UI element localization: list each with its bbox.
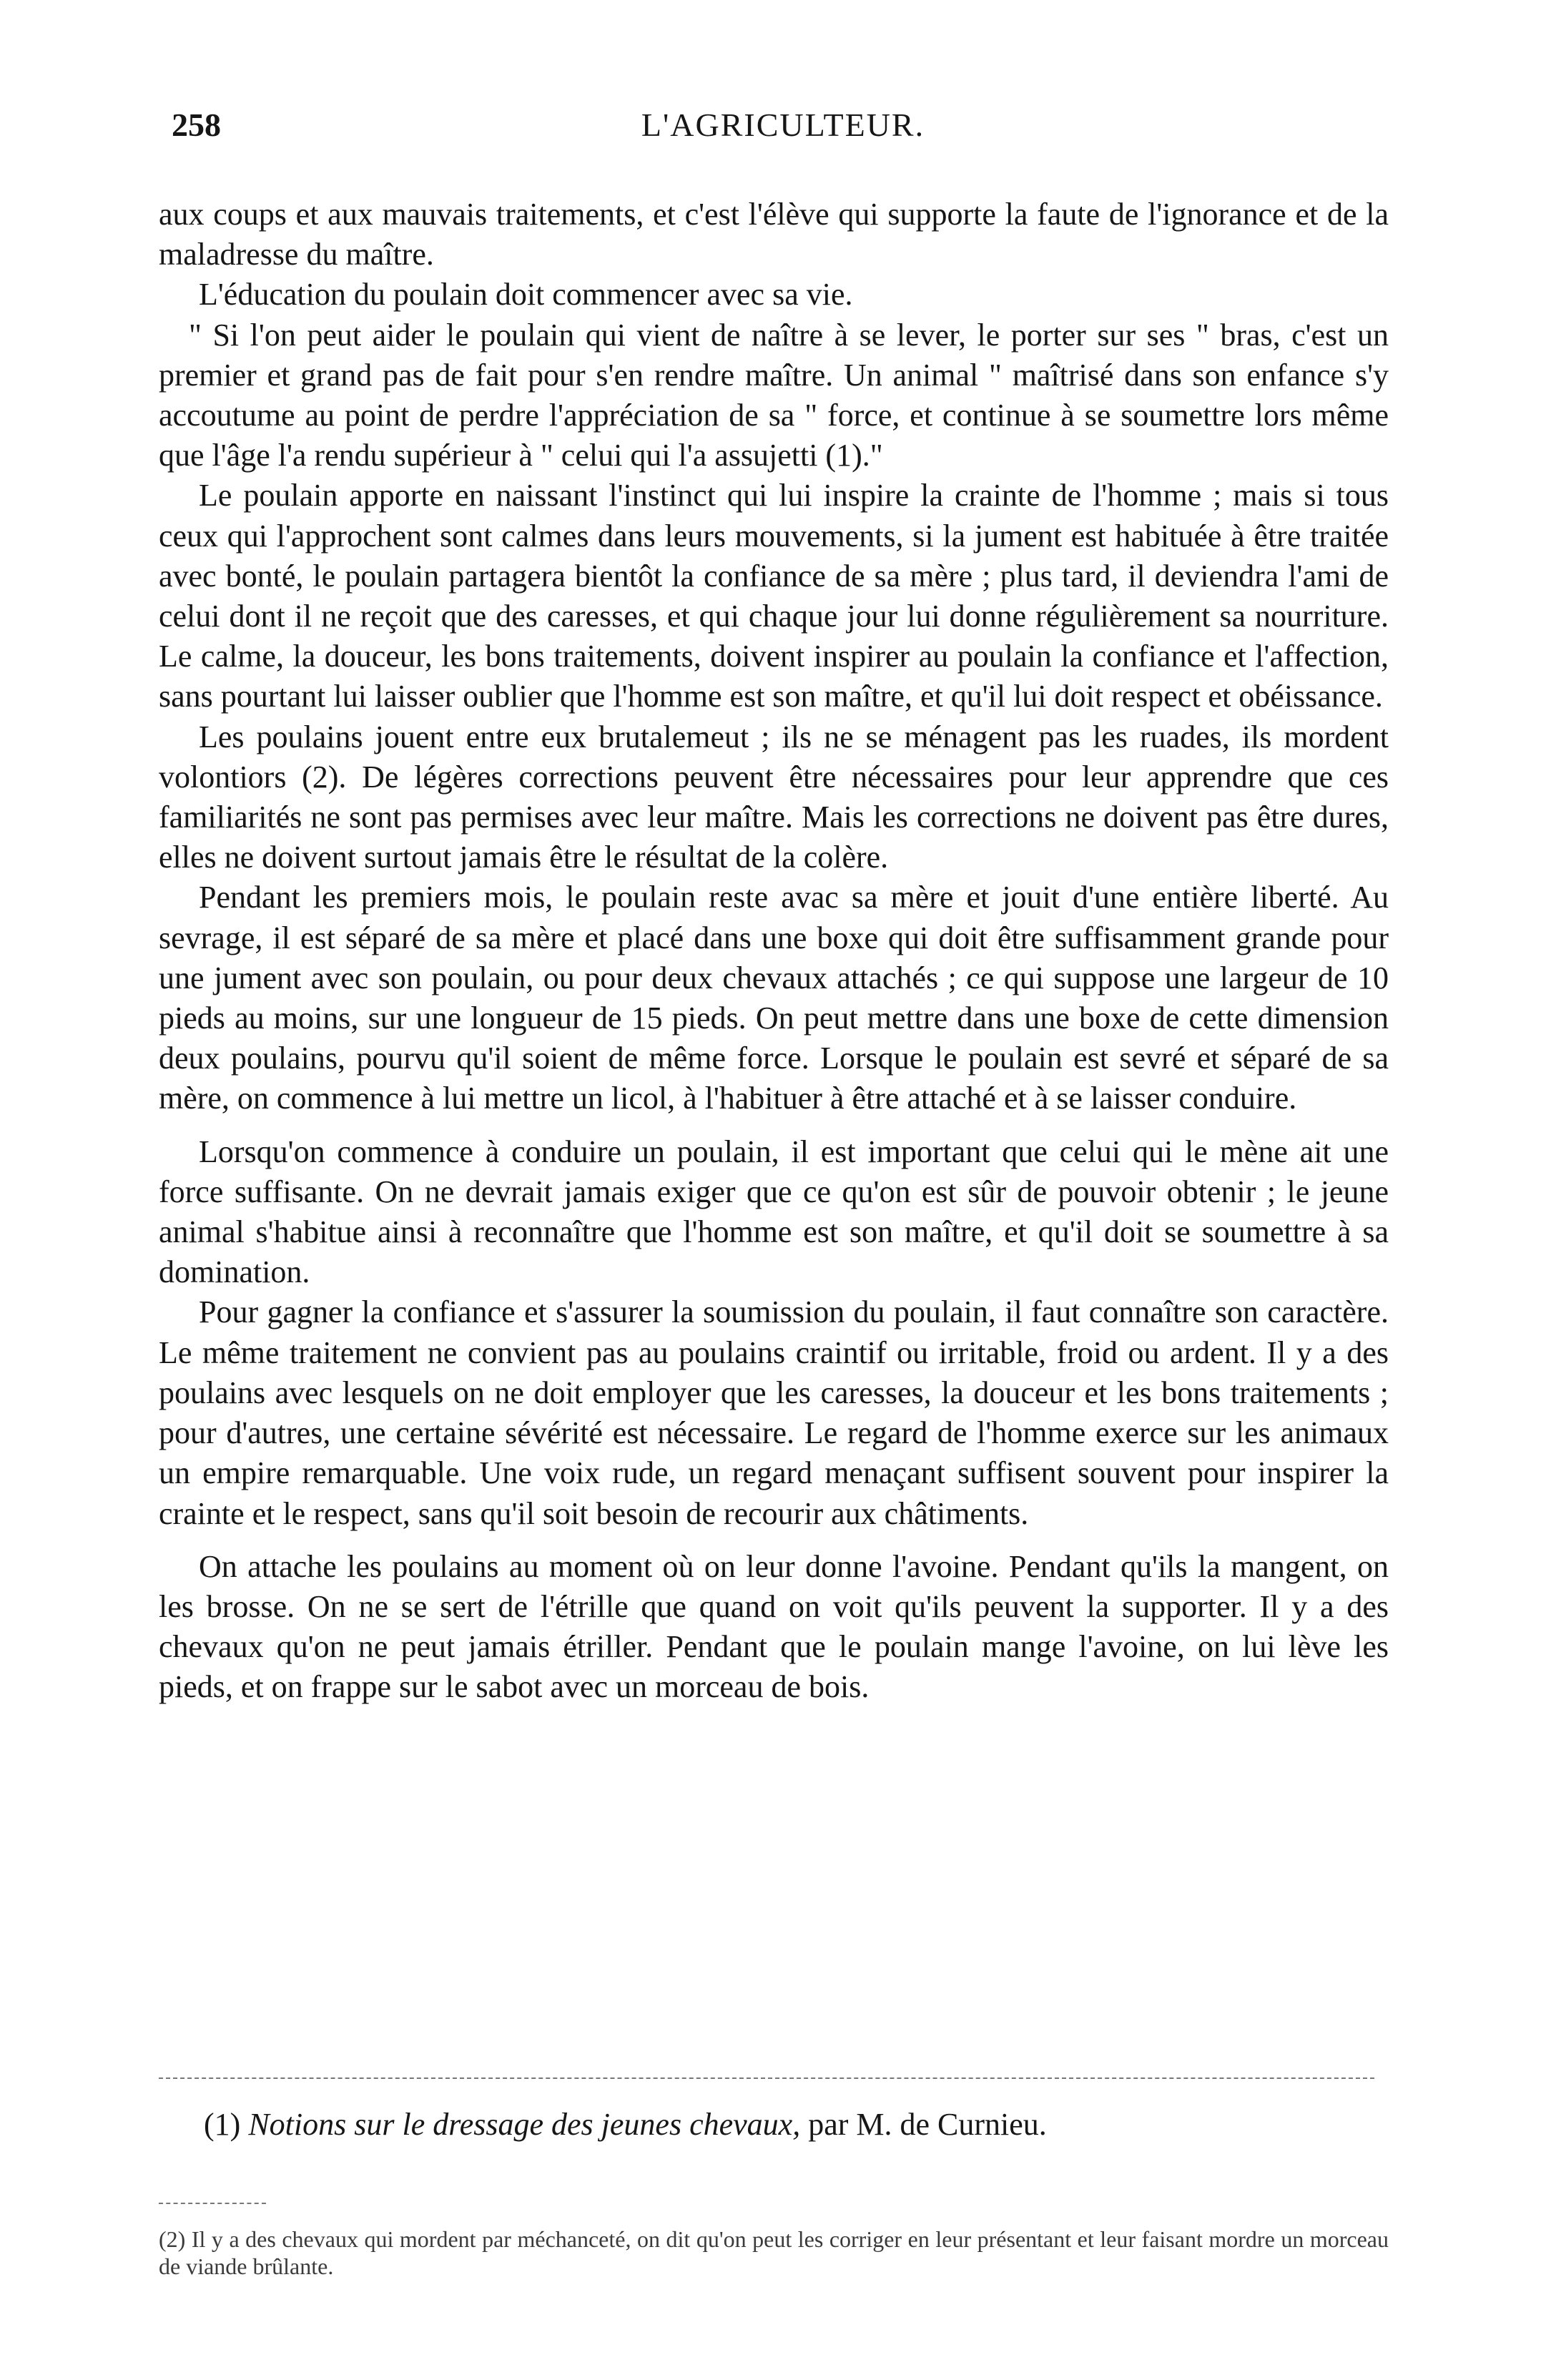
paragraph: Pendant les premiers mois, le poulain reste avac sa mère et jouit d'une entière liberté. Au sevrage, il est séparé de sa mère et placé dans une boxe qui doit être suffisamment grande pour une jument avec son poulain, ou pour deux chevaux attachés ; ce qui suppose une largeur de 10 pieds au moins, sur une longueur de 15 pieds. On peut mettre dans une boxe de cette dimension deux poulains, pourvu qu'il soient de même force. Lorsque le poulain est sevré et séparé de sa mère, on commence à lui mettre un licol, à l'habituer à être attaché et à se laisser conduire. <box>159 880 1389 1116</box>
main-text <box>159 195 1389 1708</box>
footnote-1 <box>204 2106 1047 2143</box>
footnote-separator <box>159 2077 1374 2079</box>
paragraph: Les poulains jouent entre eux brutalemeut ; ils ne se ménagent pas les ruades, ils mordent volontiors (2). De légères corrections peuvent être nécessaires pour leur apprendre que ces familiarités ne sont pas permises avec leur maître. Mais les corrections ne doivent pas être dures, elles ne doivent surtout jamais être le résultat de la colère. <box>159 719 1389 875</box>
paragraph: L'éducation du poulain doit commencer avec sa vie. <box>199 277 853 313</box>
quoted-paragraph: " Si l'on peut aider le poulain qui vient de naître à se lever, le porter sur ses " bras, c'est un premier et grand pas de fait pour s'en rendre maître. Un animal " maîtrisé dans son enfance s'y accoutume au point de perdre l'appréciation de sa " force, et continue à se soumettre lors même que l'âge l'a rendu supérieur à " celui qui l'a assujetti (1)." <box>159 317 1389 473</box>
page-number: 258 <box>172 107 221 143</box>
footnote-1-title: Notions sur le dressage des jeunes chevaux, <box>248 2107 801 2142</box>
running-title: L'AGRICULTEUR. <box>641 107 925 143</box>
footnote-separator-short <box>159 2203 266 2204</box>
paragraph: aux coups et aux mauvais traitements, et c'est l'élève qui supporte la faute de l'ignorance et de la maladresse du maître. <box>159 197 1389 272</box>
paragraph: Lorsqu'on commence à conduire un poulain, il est important que celui qui le mène ait une force suffisante. On ne devrait jamais exiger que ce qu'on est sûr de pouvoir obtenir ; le jeune animal s'habitue ainsi à reconnaître que l'homme est son maître, et qu'il doit se soumettre à sa domination. <box>159 1134 1389 1290</box>
paragraph: Le poulain apporte en naissant l'instinct qui lui inspire la crainte de l'homme ; mais si tous ceux qui l'approchent sont calmes dans leurs mouvements, si la jument est habituée à être traitée avec bonté, le poulain partagera bientôt la confiance de sa mère ; plus tard, il deviendra l'ami de celui dont il ne reçoit que des caresses, et qui chaque jour lui donne régulièrement sa nourriture. Le calme, la douceur, les bons traitements, doivent inspirer au poulain la confiance et l'affection, sans pourtant lui laisser oublier que l'homme est son maître, et qu'il lui doit respect et obéissance. <box>159 478 1389 714</box>
footnote-1-number: (1) <box>204 2107 241 2142</box>
paragraph: Pour gagner la confiance et s'assurer la soumission du poulain, il faut connaître son caractère. Le même traitement ne convient pas au poulains craintif ou irritable, froid ou ardent. Il y a des poulains avec lesquels on ne doit employer que les caresses, la douceur et les bons traitements ; pour d'autres, une certaine sévérité est nécessaire. Le regard de l'homme exerce sur les animaux un empire remarquable. Une voix rude, un regard menaçant suffisent souvent pour inspirer la crainte et le respect, sans qu'il soit besoin de recourir aux châtiments. <box>159 1294 1389 1531</box>
footnote-2: (2) Il y a des chevaux qui mordent par méchanceté, on dit qu'on peut les corriger en leur présentant et leur faisant mordre un morceau de viande brûlante. <box>159 2226 1389 2279</box>
paragraph: On attache les poulains au moment où on leur donne l'avoine. Pendant qu'ils la mangent, on les brosse. On ne se sert de l'étrille que quand on voit qu'ils peuvent la supporter. Il y a des chevaux qu'on ne peut jamais étriller. Pendant que le poulain mange l'avoine, on lui lève les pieds, et on frappe sur le sabot avec un morceau de bois. <box>159 1548 1389 1705</box>
footnote-1-author: par M. de Curnieu. <box>808 2107 1047 2142</box>
